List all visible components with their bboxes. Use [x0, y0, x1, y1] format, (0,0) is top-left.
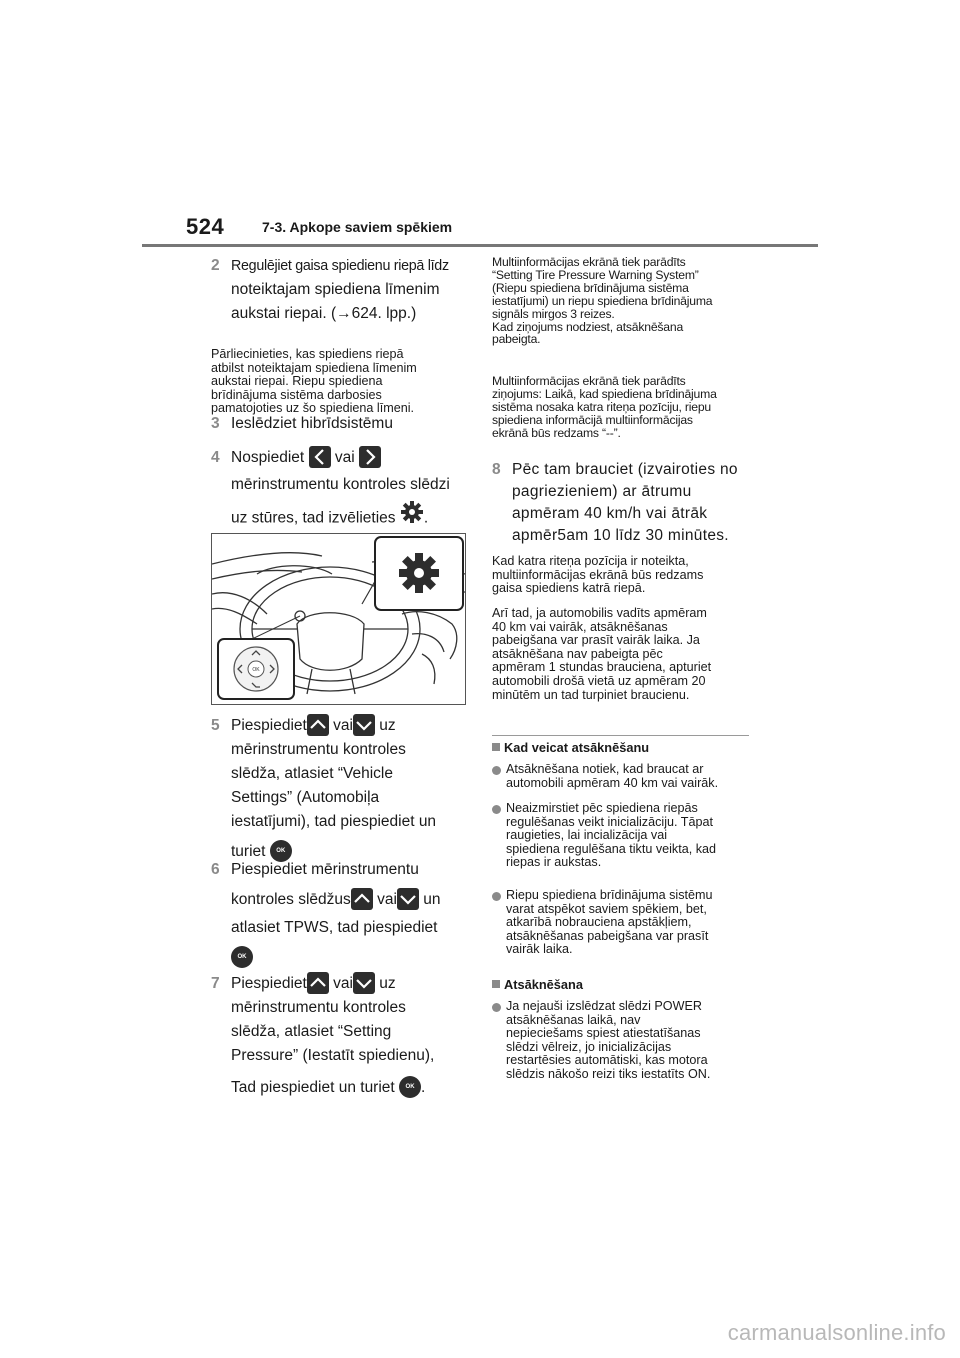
step-7-text: uz [379, 975, 396, 992]
step-7-text: slēdža, atlasiet “Setting [231, 1023, 392, 1040]
paragraph-extra-time [492, 607, 754, 702]
step-5-text: vai [333, 717, 353, 734]
paragraph-line: atsāknēšana nav pabeigta pēc [492, 646, 663, 661]
paragraph-line: automobili drošā vietā uz apmēram 20 [492, 673, 706, 688]
section-title: 7-3. Apkope saviem spēkiem [262, 219, 453, 235]
step-4-text: uz stūres, tad izvēlieties [231, 509, 396, 527]
step-number: 3 [211, 415, 220, 432]
note-line: brīdinājuma sistēma darbosies [211, 387, 382, 402]
note-line: Pārliecinieties, kas spiediens riepā [211, 347, 404, 361]
step-3 [211, 412, 476, 436]
step-8-text: apmēr5am 10 līdz 30 minūtes. [512, 527, 729, 544]
section-heading-text: Kad veicat atsāknēšanu [504, 740, 650, 755]
bullet-line: Ja nejauši izslēdzat slēdzi POWER [506, 999, 702, 1013]
step-number: 7 [211, 975, 220, 992]
step-8-text: apmēram 40 km/h vai ātrāk [512, 505, 708, 522]
bullet-dot-icon [492, 766, 501, 775]
step-8-text: Pēc tam brauciet (izvairoties no [512, 461, 738, 478]
bullet-line: nepieciešams spiest atiestatīšanas [506, 1026, 701, 1041]
step-4-text: . [423, 509, 429, 527]
paragraph-line: apmēram 1 stundas brauciena, apturiet [492, 660, 712, 675]
bullet-item [506, 802, 756, 870]
step-7-text: Pressure” (Iestatīt spiedienu), [231, 1047, 435, 1064]
chevron-up-icon [351, 888, 373, 910]
note-line: Multiinformācijas ekrānā tiek parādīts [492, 374, 686, 388]
bullet-line: raugieties, lai incializācija vai [506, 828, 667, 843]
bullet-line: automobili apmēram 40 km vai vairāk. [506, 775, 719, 790]
bullet-line: slēdzis nākošo reizi tiks iestatīts ON. [506, 1066, 711, 1081]
step-6 [211, 858, 476, 970]
step-5-text: slēdža, atlasiet “Vehicle [231, 765, 393, 782]
bullet-line: restartēsies automātiski, kas motora [506, 1053, 708, 1068]
ok-label: OK [252, 667, 260, 673]
step-3-text: Ieslēdziet hibrīdsistēmu [231, 415, 393, 432]
bullet-line: atkarībā nobrauciena apstākļiem, [506, 915, 692, 930]
note-line: spiediena informācijā multiinformācijas [492, 412, 693, 427]
note-line: Multiinformācijas ekrānā tiek parādīts [492, 255, 686, 269]
bullet-item [506, 889, 756, 957]
step-number: 6 [211, 861, 220, 878]
bullet-line: Atsāknēšana notiek, kad braucat ar [506, 762, 704, 776]
note-line: ziņojums: Laikā, kad spiediena brīdinājuma [492, 386, 717, 401]
chevron-down-icon [397, 888, 419, 910]
step-6-text: kontroles slēdžus [231, 891, 351, 908]
chevron-right-icon [359, 446, 381, 468]
ok-button-icon: OK [270, 840, 292, 862]
note-line: “Setting Tire Pressure Warning System” [492, 267, 699, 282]
note-tire-pressure [211, 348, 466, 416]
square-bullet-icon [492, 743, 500, 751]
section-heading-reset [492, 978, 583, 992]
step-4 [211, 444, 476, 535]
chevron-up-icon [307, 972, 329, 994]
step-5 [211, 714, 476, 864]
note-line: Kad ziņojums nodziest, atsāknēšana [492, 319, 684, 334]
step-number: 4 [211, 449, 220, 466]
step-2-line: aukstai riepai. ( [231, 305, 337, 322]
step-5-text: iestatījumi), tad piespiediet un [231, 813, 437, 830]
paragraph-line: 40 km vai vairāk, atsāknēšanas [492, 619, 668, 634]
paragraph-line: gaisa spiediens katrā riepā. [492, 581, 646, 596]
step-7-text: . [421, 1079, 426, 1096]
square-bullet-icon [492, 980, 500, 988]
step-5-text: turiet [231, 843, 266, 860]
step-7-text: Piespiediet [231, 975, 307, 992]
steering-wheel-illustration [211, 533, 466, 705]
ok-button-icon: OK [231, 946, 253, 968]
bullet-line: Neaizmirstiet pēc spiediena riepās [506, 801, 698, 815]
bullet-item [506, 1000, 756, 1082]
note-position-message [492, 375, 754, 440]
bullet-line: spiediena regulēšana tiktu veikta, kad [506, 841, 717, 856]
chevron-down-icon [353, 972, 375, 994]
step-8-text: pagriezieniem) ar ātrumu [512, 483, 692, 500]
bullet-dot-icon [492, 805, 501, 814]
step-6-text: vai [377, 891, 397, 908]
paragraph-line: pabeigšana var prasīt vairāk laika. Ja [492, 633, 700, 648]
ok-button-icon: OK [399, 1076, 421, 1098]
bullet-line: atsāknēšanas laikā, nav [506, 1012, 641, 1027]
bullet-item [506, 763, 756, 790]
note-setting-message [492, 256, 754, 346]
bullet-line: atsāknēšanas pabeigšana var prasīt [506, 928, 709, 943]
step-7 [211, 972, 476, 1100]
note-line: pabeigta. [492, 332, 541, 347]
paragraph-line: Kad katra riteņa pozīcija ir noteikta, [492, 554, 689, 568]
page-number: 524 [186, 214, 225, 239]
step-2-line: noteiktajam spiediena līmenim [231, 281, 440, 298]
bullet-dot-icon [492, 1003, 501, 1012]
step-number: 5 [211, 717, 220, 734]
note-line: sistēma nosaka katra riteņa pozīciju, riepu [492, 399, 712, 414]
paragraph-line: Arī tad, ja automobilis vadīts apmēram [492, 606, 707, 620]
step-5-text: Settings” (Automobiļa [231, 789, 380, 806]
note-line: ekrānā būs redzams “--”. [492, 425, 621, 440]
chevron-up-icon [307, 714, 329, 736]
note-line: iestatījumi) un riepu spiediena brīdinājuma [492, 293, 713, 308]
step-7-text: vai [333, 975, 353, 992]
step-6-text: Piespiediet mērinstrumentu [231, 861, 419, 878]
section-heading-text: Atsāknēšana [504, 977, 583, 992]
chevron-left-icon [309, 446, 331, 468]
step-4-text: mērinstrumentu kontroles slēdzi [231, 476, 450, 493]
page-reference[interactable]: →624. lpp.) [336, 305, 417, 322]
step-2-line: Regulējiet gaisa spiedienu riepā līdz [231, 258, 449, 274]
chevron-down-icon [353, 714, 375, 736]
paragraph-line: minūtēm un tad turpiniet braucienu. [492, 687, 690, 702]
step-5-text: uz [379, 717, 396, 734]
step-number: 2 [211, 257, 220, 274]
header-rule [142, 244, 818, 247]
paragraph-position-detected [492, 555, 754, 596]
note-line: pamatojoties uz šo spiediena līmeni. [211, 401, 415, 416]
step-2 [211, 254, 476, 326]
note-line: signāls mirgos 3 reizes. [492, 306, 615, 321]
step-6-text: un [423, 891, 441, 908]
bullet-line: slēdzi vēlreiz, jo inicializācijas [506, 1039, 672, 1054]
step-7-text: mērinstrumentu kontroles [231, 999, 406, 1016]
bullet-line: Riepu spiediena brīdinājuma sistēmu [506, 888, 713, 902]
step-7-text: Tad piespiediet un turiet [231, 1079, 395, 1096]
bullet-line: riepas ir aukstas. [506, 855, 602, 870]
bullet-line: varat atspēkot saviem spēkiem, bet, [506, 901, 707, 916]
bullet-line: regulēšanas veikt inicializāciju. Tāpat [506, 814, 713, 829]
section-divider [492, 735, 749, 736]
bullet-dot-icon [492, 892, 501, 901]
section-heading-reset-driving [492, 741, 649, 755]
note-line: atbilst noteiktajam spiediena līmenim [211, 360, 417, 375]
gear-icon [400, 500, 424, 533]
note-line: (Riepu spiediena brīdinājuma sistēma [492, 280, 689, 295]
note-line: aukstai riepai. Riepu spiediena [211, 374, 383, 389]
watermark: carmanualsonline.info [727, 1320, 946, 1345]
step-5-text: Piespiediet [231, 717, 307, 734]
step-8 [492, 459, 762, 547]
paragraph-line: multiinformācijas ekrānā būs redzams [492, 567, 704, 582]
step-4-text: vai [334, 449, 355, 466]
step-5-text: mērinstrumentu kontroles [231, 741, 406, 758]
step-6-text: atlasiet TPWS, tad piespiediet [231, 919, 438, 936]
bullet-line: vairāk laika. [506, 942, 573, 957]
step-4-text: Nospiediet [231, 449, 305, 466]
step-number: 8 [492, 461, 501, 478]
